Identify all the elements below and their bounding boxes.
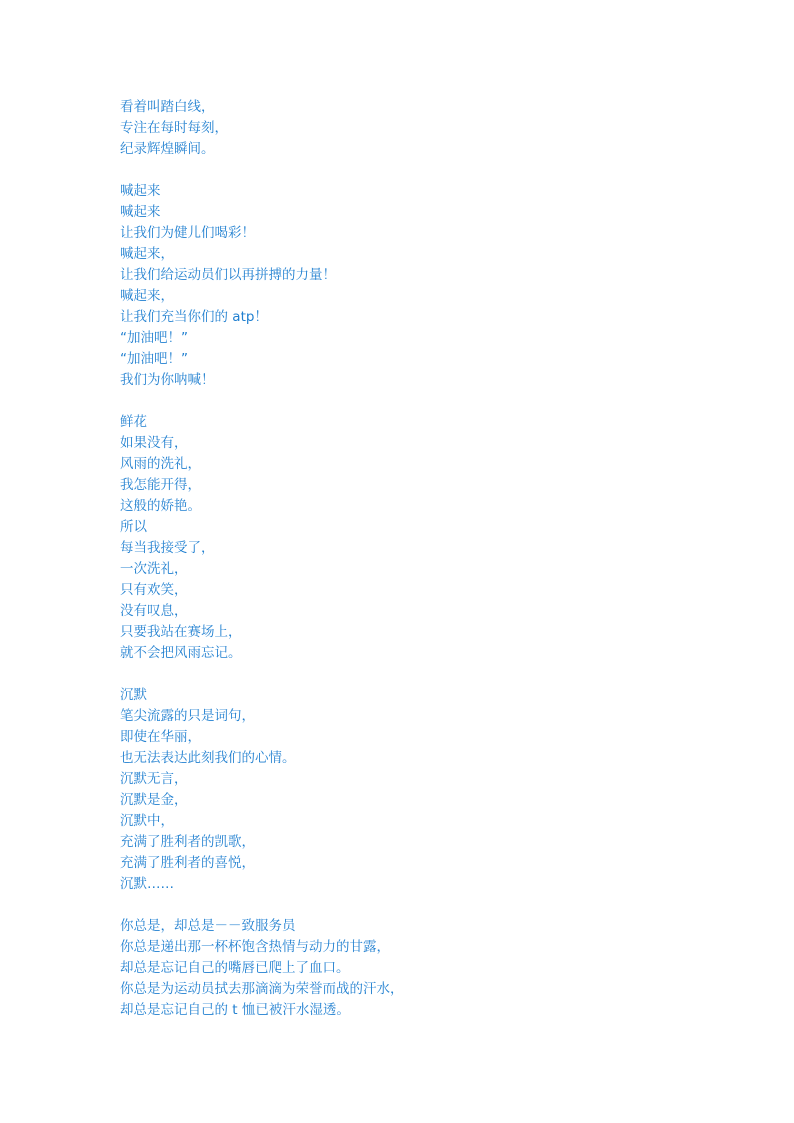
text-line: 却总是忘记自己的嘴唇已爬上了血口。	[120, 960, 350, 976]
text-line: 充满了胜利者的喜悦，	[120, 855, 255, 871]
paragraph-gap	[120, 664, 760, 685]
text-line: 让我们为健儿们喝彩！	[120, 225, 255, 241]
text-line: 即使在华丽，	[120, 729, 201, 745]
text-line: 你总是为运动员拭去那滴滴为荣誉而战的汗水，	[120, 981, 404, 997]
text-line: 只要我站在赛场上，	[120, 624, 242, 640]
poem-block	[120, 412, 760, 664]
text-line: 你总是递出那一杯杯饱含热情与动力的甘露，	[120, 939, 390, 955]
poem-title: 喊起来	[120, 183, 161, 199]
text-line: 看着叫踏白线，	[120, 99, 215, 115]
text-line: 只有欢笑，	[120, 582, 188, 598]
poem-block	[120, 97, 760, 160]
text-line: 一次洗礼，	[120, 561, 188, 577]
text-line: 让我们给运动员们以再拼搏的力量！	[120, 267, 336, 283]
text-line: 风雨的洗礼，	[120, 456, 201, 472]
text-line: “加油吧！”	[120, 330, 188, 346]
text-line: 我们为你呐喊！	[120, 372, 215, 388]
text-line: 专注在每时每刻，	[120, 120, 228, 136]
text-line: “加油吧！”	[120, 351, 188, 367]
text-line: 沉默是金，	[120, 792, 188, 808]
text-line: 纪录辉煌瞬间。	[120, 141, 215, 157]
text-line: 我怎能开得，	[120, 477, 201, 493]
text-line: 所以	[120, 519, 147, 535]
paragraph-gap	[120, 391, 760, 412]
poem-block	[120, 916, 760, 1021]
text-line: 如果没有，	[120, 435, 188, 451]
text-line: 这般的娇艳。	[120, 498, 201, 514]
text-line: 充满了胜利者的凯歌，	[120, 834, 255, 850]
paragraph-gap	[120, 895, 760, 916]
text-line: 沉默……	[120, 876, 174, 892]
text-line: 却总是忘记自己的 t 恤已被汗水湿透。	[120, 1002, 350, 1018]
text-line: 也无法表达此刻我们的心情。	[120, 750, 296, 766]
poem-block	[120, 181, 760, 391]
text-line: 喊起来	[120, 204, 161, 220]
text-line: 没有叹息，	[120, 603, 188, 619]
text-line: 沉默无言，	[120, 771, 188, 787]
text-line: 就不会把风雨忘记。	[120, 645, 242, 661]
poem-block	[120, 685, 760, 895]
poem-title: 沉默	[120, 687, 147, 703]
poem-title: 你总是，却总是－－致服务员	[120, 918, 296, 934]
text-line: 沉默中，	[120, 813, 174, 829]
text-line: 喊起来，	[120, 288, 174, 304]
text-line: 喊起来，	[120, 246, 174, 262]
poem-title: 鲜花	[120, 414, 147, 430]
document-body	[120, 97, 760, 1021]
text-line: 让我们充当你们的 atp！	[120, 309, 268, 325]
text-line: 笔尖流露的只是词句，	[120, 708, 255, 724]
paragraph-gap	[120, 160, 760, 181]
text-line: 每当我接受了，	[120, 540, 215, 556]
